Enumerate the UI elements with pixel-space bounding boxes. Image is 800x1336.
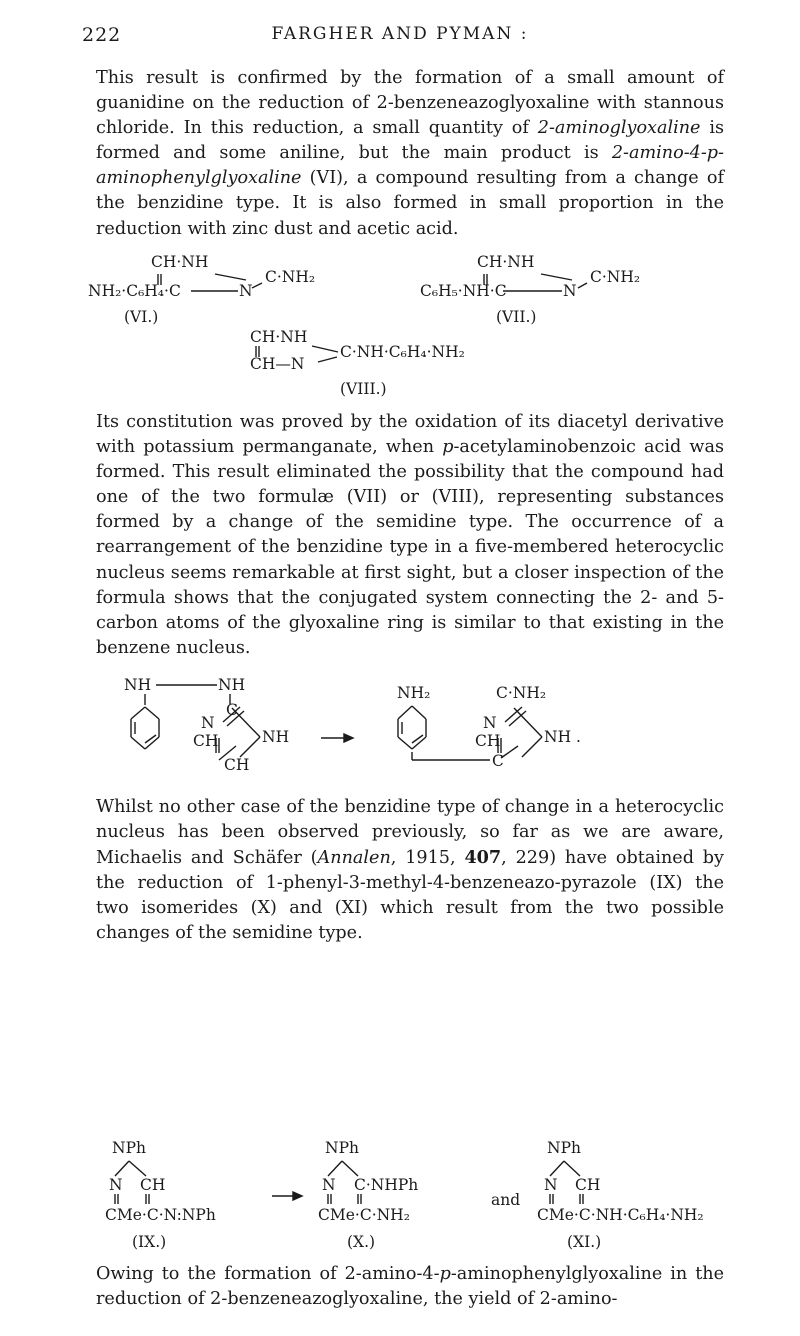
and-word: and <box>491 1191 521 1209</box>
p3-italic-annalen: Annalen <box>317 848 391 869</box>
scheme-n2: N <box>483 714 497 732</box>
paragraph-yield <box>96 1262 724 1312</box>
p4-text-a: Owing to the formation of 2-amino-4- <box>96 1264 440 1284</box>
p4-italic-p: p <box>439 1264 451 1284</box>
scheme-ch-bottom: CH <box>224 756 250 774</box>
ix-ch: CH <box>140 1176 166 1194</box>
scheme-nh-left: NH <box>124 676 152 694</box>
xi-ch: CH <box>575 1176 601 1194</box>
vi-right: C·NH₂ <box>265 268 316 286</box>
vii-n: N <box>563 282 577 300</box>
viii-label: (VIII.) <box>340 380 387 398</box>
scheme-n: N <box>201 714 215 732</box>
viii-bottom: CH—N <box>250 355 305 373</box>
xi-label: (XI.) <box>567 1233 602 1251</box>
scheme-ch2: CH <box>475 732 501 750</box>
scheme-nh-ring2: NH . <box>544 728 581 746</box>
p3-bold-volume: 407 <box>464 847 502 869</box>
xi-top: NPh <box>547 1139 581 1157</box>
p1-text-c: is formed and some aniline, but the main product is <box>96 118 724 164</box>
vi-label: (VI.) <box>124 308 159 326</box>
viii-right: C·NH·C₆H₄·NH₂ <box>340 343 465 361</box>
x-n: N <box>322 1176 336 1194</box>
p3-text-c: , 1915, <box>390 848 465 869</box>
scheme-nh-right: NH <box>218 676 246 694</box>
scheme-ch-left: CH <box>193 732 219 750</box>
scheme-c-nh2: C·NH₂ <box>496 684 547 702</box>
vi-left: NH₂·C₆H₄·C <box>88 282 181 300</box>
running-head: FARGHER AND PYMAN : <box>271 24 529 44</box>
vii-left: C₆H₅·NH·C <box>420 282 507 300</box>
xi-bottom: CMe·C·NH·C₆H₄·NH₂ <box>537 1206 704 1224</box>
ix-top: NPh <box>112 1139 146 1157</box>
x-c: C·NHPh <box>354 1176 419 1194</box>
p3-text-a: Whilst no other case of the benzidine type of change in a heterocyclic nucleus has been observed previously, so far as we are aware, Michaelis and Schäfer ( <box>96 797 724 869</box>
vii-right: C·NH₂ <box>590 268 641 286</box>
scheme-nh-ring: NH <box>262 728 290 746</box>
x-label: (X.) <box>347 1233 376 1251</box>
scheme-nh2: NH₂ <box>397 684 431 702</box>
p1-text-a: This result is confirmed by the formation of a small amount of guanidine on the reduction of 2-benzeneazoglyoxaline with stannous chloride. In this reduction, a small quantity of <box>96 68 724 139</box>
vi-n: N <box>239 282 253 300</box>
vii-top: CH·NH <box>477 253 535 271</box>
scheme-c-bottom: C <box>492 752 504 770</box>
vii-label: (VII.) <box>496 308 537 326</box>
vi-top: CH·NH <box>151 253 209 271</box>
viii-top: CH·NH <box>250 328 308 346</box>
p1-italic-main-product: 2-amino-4-p-aminophenylglyoxaline <box>96 143 724 189</box>
x-bottom: CMe·C·NH₂ <box>318 1206 410 1224</box>
ix-bottom: CMe·C·N:NPh <box>105 1206 216 1224</box>
p2-italic-p: p <box>442 437 454 458</box>
ix-n: N <box>109 1176 123 1194</box>
page-number: 222 <box>82 24 122 46</box>
scheme-c-top: C <box>226 701 238 719</box>
p3-text-e: , 229) have obtained by the reduction of 1-phenyl-3-methyl-4-benzeneazo-pyrazole (IX) the two isomerides (X) and (XI) which result from the two possible changes of the semidine type. <box>96 848 724 944</box>
p2-text-c: -acetylaminobenzoic acid was formed. This result eliminated the possibility that the compound had one of the two formulæ (VII) or (VIII), representing substances formed by a change of the semidine type. The occurrence of a rearrangement of the benzidine type in a five-membered heterocyclic nucleus seems remarkable at first sight, but a closer inspection of the formula shows that the conjugated system connecting the 2- and 5-carbon atoms of the glyoxaline ring is similar to that existing in the benzene nucleus. <box>96 437 724 658</box>
p1-text-e: (VI), a compound resulting from a change of the benzidine type. It is also formed in small proportion in the reduction with zinc dust and acetic acid. <box>96 168 724 239</box>
p1-italic-aminoglyoxaline: 2-aminoglyoxaline <box>537 118 701 139</box>
ix-label: (IX.) <box>132 1233 167 1251</box>
x-top: NPh <box>325 1139 359 1157</box>
xi-n: N <box>544 1176 558 1194</box>
p2-text-a: Its constitution was proved by the oxidation of its diacetyl derivative with potassium permanganate, when <box>96 412 724 458</box>
p4-text-c: -aminophenylglyoxaline in the reduction of 2-benzeneazoglyoxaline, the yield of 2-amino- <box>96 1264 725 1310</box>
